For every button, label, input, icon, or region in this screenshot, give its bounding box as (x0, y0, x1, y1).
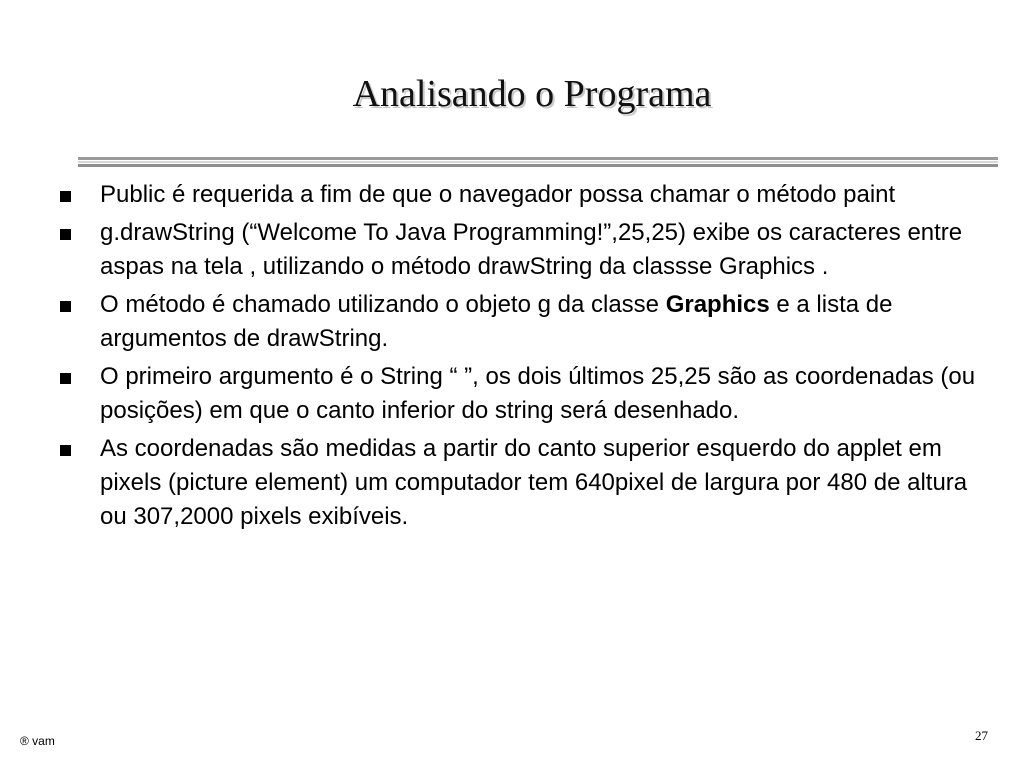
bullet-list (60, 178, 990, 538)
title-divider-middle (78, 161, 998, 163)
title-divider-top (78, 157, 998, 160)
square-bullet-icon (60, 301, 71, 312)
bullet-item (60, 178, 990, 212)
square-bullet-icon (60, 191, 71, 202)
footer-copyright: ® vam (20, 734, 55, 748)
bullet-text: g.drawString (“Welcome To Java Programming!”,25,25) exibe os caracteres entre aspas na tela , utilizando o método drawString da classse Graphics . (100, 219, 963, 280)
bullet-text-pre: O método é chamado utilizando o objeto g da classe (100, 291, 666, 318)
square-bullet-icon (60, 229, 71, 240)
bullet-item (60, 360, 990, 428)
slide-title: Analisando o Programa (352, 73, 712, 115)
bullet-item (60, 288, 990, 356)
page-number: 27 (975, 728, 988, 743)
bullet-text-post: e a lista de argumentos de drawString. (100, 291, 893, 352)
bullet-item (60, 216, 990, 284)
square-bullet-icon (60, 445, 71, 456)
bullet-text: As coordenadas são medidas a partir do canto superior esquerdo do applet em pixels (picture element) um computador tem 640pixel de largura por 480 de altura ou 307,2000 pixels exibíveis. (100, 435, 968, 530)
bullet-text: O primeiro argumento é o String “ ”, os dois últimos 25,25 são as coordenadas (ou posições) em que o canto inferior do string será desenhado. (100, 363, 976, 424)
title-divider-bottom (78, 164, 998, 167)
bullet-item (60, 432, 990, 534)
bullet-text-bold: Graphics (665, 291, 770, 318)
bullet-text: Public é requerida a fim de que o navegador possa chamar o método paint (100, 181, 896, 208)
square-bullet-icon (60, 373, 71, 384)
